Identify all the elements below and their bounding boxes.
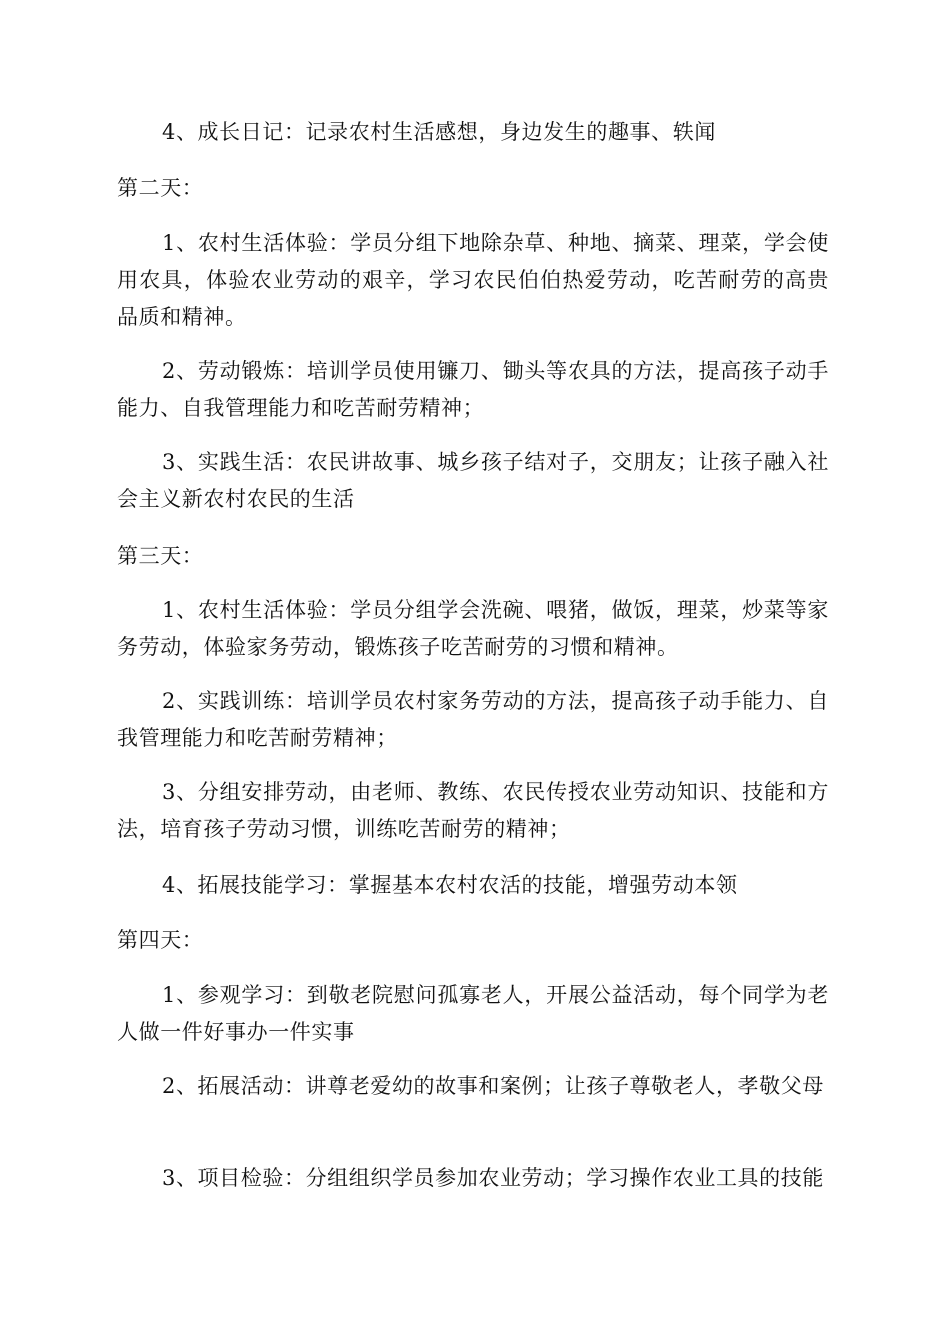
paragraph-day3-item3: 3、分组安排劳动，由老师、教练、农民传授农业劳动知识、技能和方法，培育孩子劳动习惯，训练吃苦耐劳的精神；	[117, 780, 829, 841]
paragraph-day2-item3: 3、实践生活：农民讲故事、城乡孩子结对子，交朋友；让孩子融入社会主义新农村农民的生活	[117, 450, 829, 511]
paragraph-day3-item4: 4、拓展技能学习：掌握基本农村农活的技能，增强劳动本领	[162, 873, 738, 897]
paragraph-day4-item2: 2、拓展活动：讲尊老爱幼的故事和案例；让孩子尊敬老人，孝敬父母	[162, 1074, 824, 1098]
paragraph-day2-item1: 1、农村生活体验：学员分组下地除杂草、种地、摘菜、理菜，学会使用农具，体验农业劳动的艰辛，学习农民伯伯热爱劳动，吃苦耐劳的高贵品质和精神。	[117, 231, 829, 329]
heading-day3: 第三天：	[117, 544, 204, 568]
heading-day2: 第二天：	[117, 176, 204, 200]
paragraph-day1-item4: 4、成长日记：记录农村生活感想，身边发生的趣事、轶闻	[162, 120, 716, 144]
paragraph-day4-item1: 1、参观学习：到敬老院慰问孤寡老人，开展公益活动，每个同学为老人做一件好事办一件实事	[117, 983, 829, 1044]
paragraph-day4-item3: 3、项目检验：分组组织学员参加农业劳动；学习操作农业工具的技能	[162, 1166, 824, 1190]
paragraph-day2-item2: 2、劳动锻炼：培训学员使用镰刀、锄头等农具的方法，提高孩子动手能力、自我管理能力和吃苦耐劳精神；	[117, 359, 829, 420]
paragraph-day3-item2: 2、实践训练：培训学员农村家务劳动的方法，提高孩子动手能力、自我管理能力和吃苦耐劳精神；	[117, 689, 829, 750]
heading-day4: 第四天：	[117, 928, 204, 952]
paragraph-day3-item1: 1、农村生活体验：学员分组学会洗碗、喂猪，做饭，理菜，炒菜等家务劳动，体验家务劳动，锻炼孩子吃苦耐劳的习惯和精神。	[117, 598, 829, 659]
